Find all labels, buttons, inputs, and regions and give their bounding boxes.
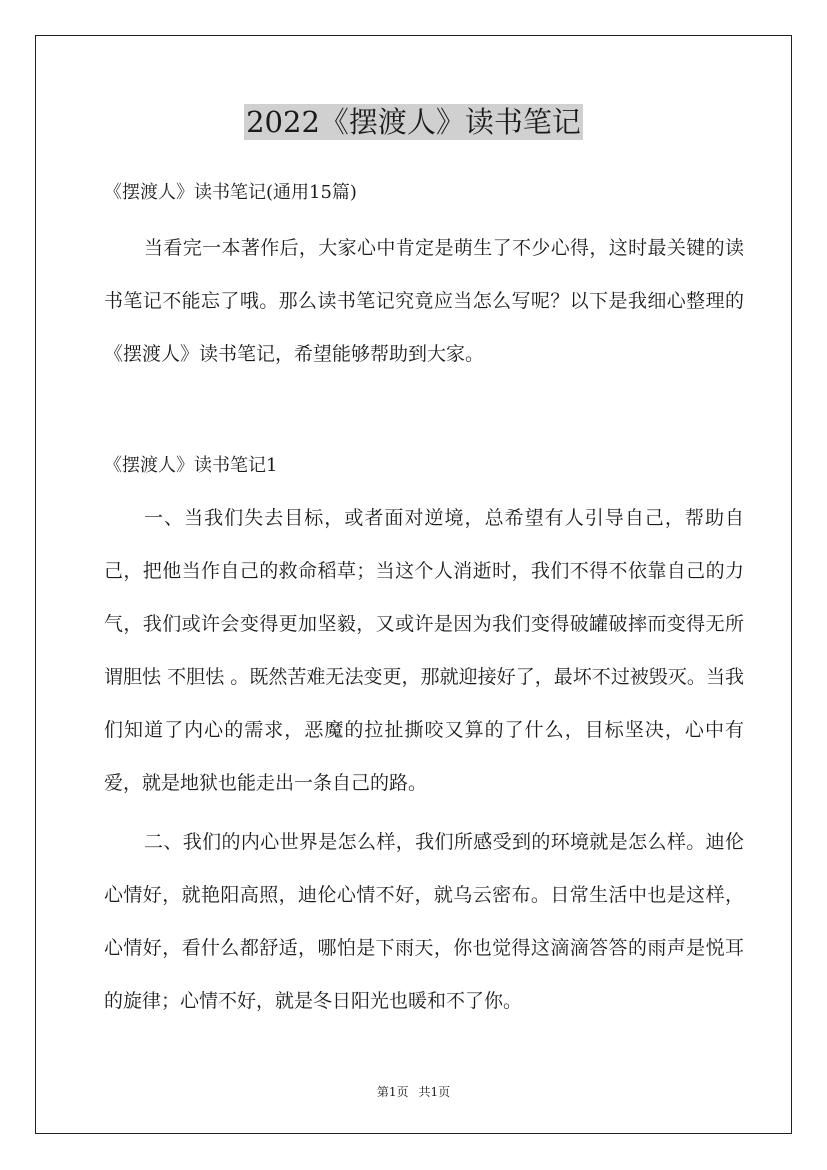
page-total: 共1页 xyxy=(418,1085,451,1099)
document-subtitle: 《摆渡人》读书笔记(通用15篇) xyxy=(104,182,357,203)
document-title-text: 2022《摆渡人》读书笔记 xyxy=(246,105,581,139)
body-paragraph-2: 二、我们的内心世界是怎么样，我们所感受到的环境就是怎么样。迪伦心情好，就艳阳高照，迪伦心情不好，就乌云密布。日常生活中也是这样，心情好，看什么都舒适，哪怕是下雨天，你也觉得这滴滴答答的雨声是悦耳的旋律；心情不好，就是冬日阳光也暖和不了你。 xyxy=(104,831,744,1012)
section-heading: 《摆渡人》读书笔记1 xyxy=(104,455,278,476)
page-number: 第1页 xyxy=(376,1085,409,1099)
document-title xyxy=(0,98,827,146)
page-footer xyxy=(0,1083,827,1101)
body-paragraph-1: 一、当我们失去目标，或者面对逆境，总希望有人引导自己，帮助自己，把他当作自己的救命稻草；当这个人消逝时，我们不得不依靠自己的力气，我们或许会变得更加坚毅，又或许是因为我们变得破罐破摔而变得无所谓胆怯 不胆怯 。既然苦难无法变更，那就迎接好了，最坏不过被毁灭。当我们知道了内心的需求，恶魔的拉扯撕咬又算的了什么，目标坚决，心中有爱，就是地狱也能走出一条自己的路。 xyxy=(104,507,744,794)
intro-paragraph: 当看完一本著作后，大家心中肯定是萌生了不少心得，这时最关键的读书笔记不能忘了哦。那么读书笔记究竟应当怎么写呢？以下是我细心整理的《摆渡人》读书笔记，希望能够帮助到大家。 xyxy=(104,237,744,365)
